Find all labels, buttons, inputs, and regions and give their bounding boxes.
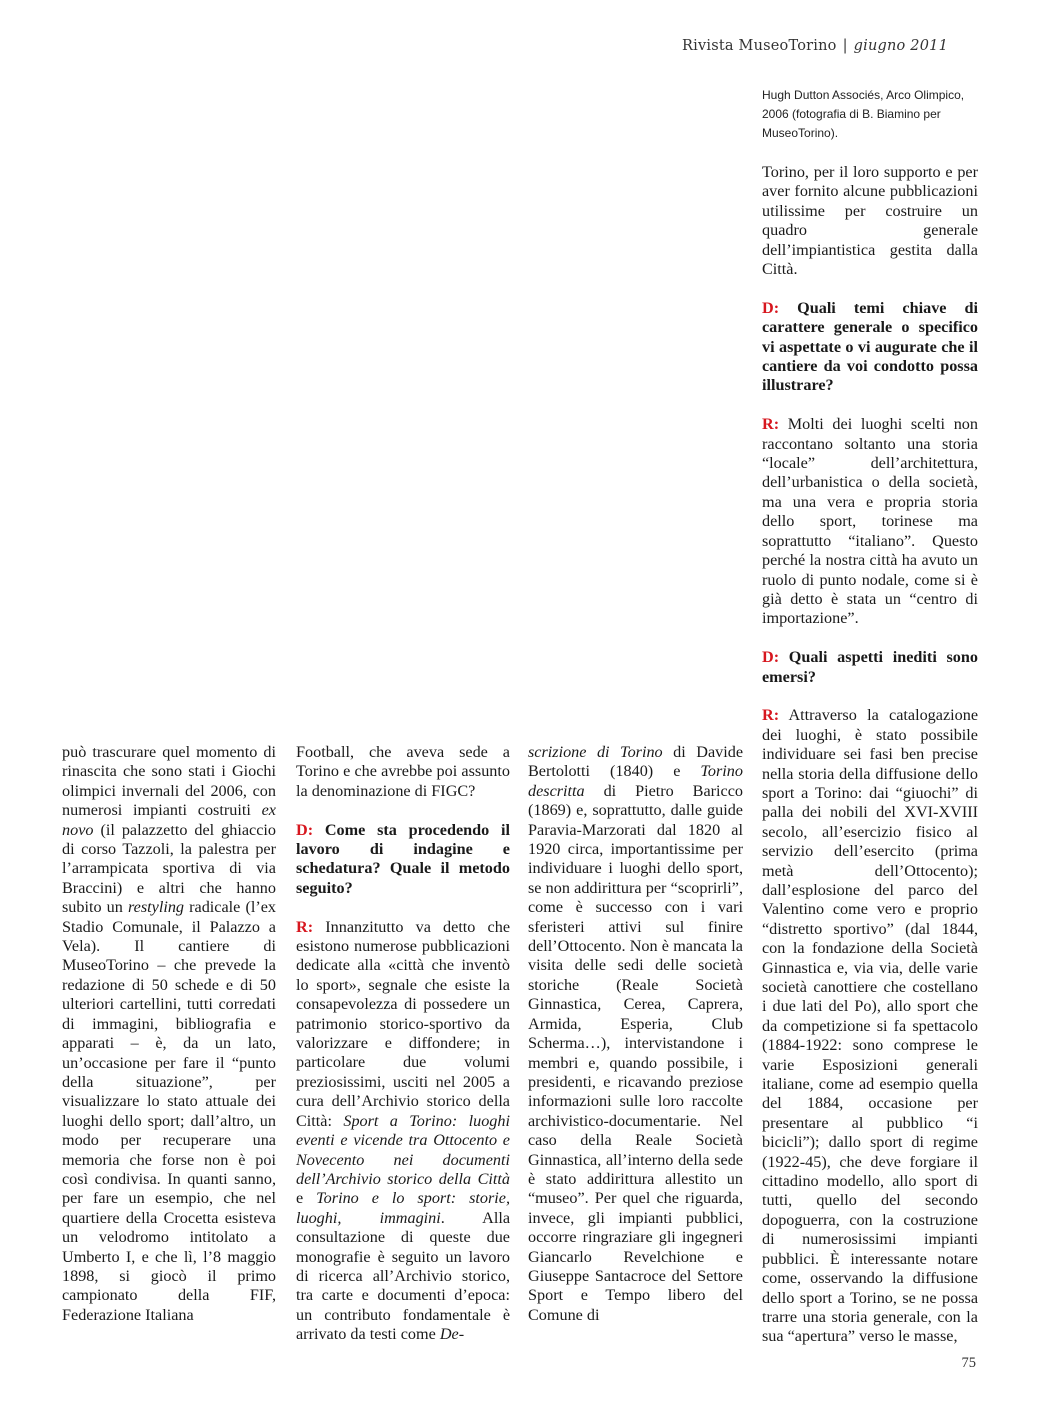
text-column-1 bbox=[62, 743, 276, 1325]
running-header bbox=[682, 38, 948, 54]
text-column-3 bbox=[528, 743, 743, 1325]
question-label: D: bbox=[296, 820, 314, 839]
answer-label: R: bbox=[296, 917, 314, 936]
header-separator: | bbox=[842, 38, 848, 54]
paragraph: può trascurare quel momento di rinascita che sono stati i Giochi olimpici invernali del 2006, con numerosi impianti costruiti ex novo (il palazzetto del ghiaccio di corso Tazzoli, la palestra per l’arrampicata sportiva di via Braccini) e altri che hanno subito un restyling radicale (l’ex Stadio Comunale, il Palazzo a Vela). Il cantiere di MuseoTorino – che prevede la redazione di 50 schede e di 50 ulteriori cartellini, tutti corredati di immagini, bibliografia e apparati – è, da un lato, un’occasione per fare il “punto della situazione”, per visualizzare lo stato attuale dei luoghi dello sport; dall’altro, un modo per recuperare una memoria che forse non è poi così condivisa. In quanti sanno, per fare un esempio, che nel quartiere della Crocetta esisteva un velodromo intitolato a Umberto I, e che lì, l’8 maggio 1898, si giocò il primo campionato della FIF, Federazione Italiana bbox=[62, 743, 277, 1324]
photo-caption: Hugh Dutton Associés, Arco Olimpico, 2006 (fotografia di B. Biamino per MuseoTorino). bbox=[762, 88, 965, 140]
text-column-2 bbox=[296, 743, 510, 1345]
interview-answer: R: Molti dei luoghi scelti non raccontano soltanto una storia “locale” dell’architettura, dell’urbanistica o della società, ma una vera e propria storia dello sport, torinese ma soprattutto “italiano”. Questo perché la nostra città ha avuto un ruolo di punto nodale, come si è già detto è stata un “centro di importazione”. bbox=[762, 415, 978, 628]
interview-question: D: Quali temi chiave di carattere generale o specifico vi aspettate o vi augurate che il cantiere da voi condotto possa illustrare? bbox=[762, 298, 979, 395]
interview-answer: R: Innanzitutto va detto che esistono numerose pubblicazioni dedicate alla «città che inventò lo sport», segnale che esiste la consapevolezza di possedere un patrimonio storico-sportivo da valorizzare e diffondere; in particolare due volumi preziosissimi, usciti nel 2005 a cura dell’Archivio storico della Città: Sport a Torino: luoghi eventi e vicende tra Ottocento e Novecento nei documenti dell’Archivio storico della Città e Torino e lo sport: storie, luoghi, immagini. Alla consultazione di queste due monografie è seguito un lavoro di ricerca all’Archivio storico, tra carte e documenti d’epoca: un contributo fondamentale è arrivato da testi come De- bbox=[296, 917, 511, 1344]
text-column-4 bbox=[762, 163, 978, 1347]
answer-label: R: bbox=[762, 415, 780, 434]
question-label: D: bbox=[762, 648, 780, 667]
answer-label: R: bbox=[762, 706, 780, 725]
interview-question: D: Come sta procedendo il lavoro di indagine e schedatura? Quale il metodo seguito? bbox=[296, 820, 510, 897]
issue-date: giugno 2011 bbox=[853, 38, 948, 54]
paragraph: Football, che aveva sede a Torino e che avrebbe poi assunto la denominazione di FIGC? bbox=[296, 743, 510, 800]
interview-question: D: Quali aspetti inediti sono emersi? bbox=[762, 648, 978, 686]
paragraph: scrizione di Torino di Davide Bertolotti (1840) e Torino descritta di Pietro Baricco (1869) e, soprattutto, dalle guide Paravia-Marzorati dal 1820 al 1920 circa, importantissime per individuare i luoghi dello sport, se non addirittura per “scoprirli”, come è successo con i vari sferisteri attivi sul finire dell’Ottocento. Non è mancata la visita delle sedi delle società storiche (Reale Società Ginnastica, Cerea, Caprera, Armida, Esperia, Club Scherma…), intervistandone i membri e, quando possibile, i presidenti, e ricavando preziose informazioni sulle loro raccolte archivistico-documentarie. Nel caso della Reale Società Ginnastica, all’interno della sede è stato addirittura allestito un “museo”. Per quel che riguarda, invece, gli impianti pubblici, occorre ringraziare gli ingegneri Giancarlo Revelchione e Giuseppe Santacroce del Settore Sport e Tempo libero del Comune di bbox=[528, 743, 743, 1324]
publication-name: Rivista MuseoTorino bbox=[682, 38, 837, 54]
paragraph: Torino, per il loro supporto e per aver fornito alcune pubblicazioni utilissime per costruire un quadro generale dell’impiantistica gestita dalla Città. bbox=[762, 163, 978, 279]
question-label: D: bbox=[762, 298, 780, 317]
page-number: 75 bbox=[961, 1355, 976, 1371]
interview-answer: R: Attraverso la catalogazione dei luoghi, è stato possibile individuare sei fasi ben precise nella storia della diffusione dello sport a Torino: dai “giuochi” di palla dei nobili del XVI-XVIII secolo, all’esercizio fisico al servizio dell’esercito (prima metà dell’Ottocento); dall’esplosione del parco del Valentino come vero e proprio “distretto sportivo” (dal 1844, con la fondazione della Società Ginnastica e, via via, delle varie società canottiere che costellano i due lati del Po), allo sport che da competizione si fa spettacolo (1884-1922: sono comprese le varie Esposizioni generali italiane, come ad esempio quella del 1884, occasione per presentare al pubblico “i bicicli”); dallo sport di regime (1922-45), che deve forgiare il cittadino modello, allo sport di tutti, quello del secondo dopoguerra, con la costruzione di numerosissimi impianti pubblici. È interessante notare come, osservando la diffusione dello sport a Torino, se ne possa trarre una storia generale, con la sua “apertura” verso le masse, bbox=[762, 706, 979, 1346]
